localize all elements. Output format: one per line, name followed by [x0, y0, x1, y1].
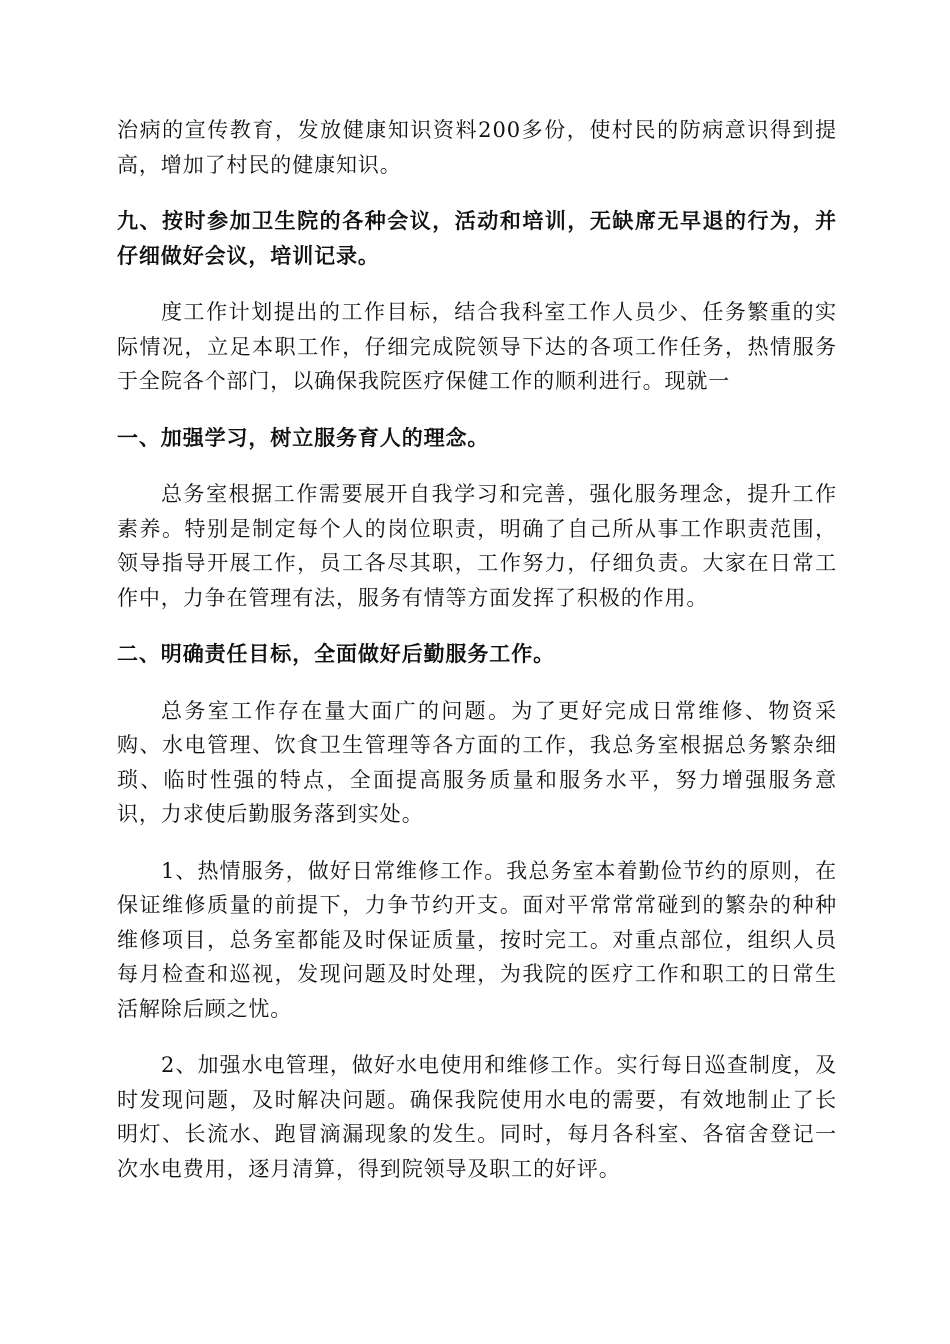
section-heading-2: 二、明确责任目标，全面做好后勤服务工作。	[117, 641, 555, 666]
body-paragraph-2: 度工作计划提出的工作目标，结合我科室工作人员少、任务繁重的实际情况，立足本职工作，仔细完成院领导下达的各项工作任务，热情服务于全院各个部门，以确保我院医疗保健工作的顺利进行。现就一	[117, 300, 837, 393]
section-heading-9: 九、按时参加卫生院的各种会议，活动和培训，无缺席无早退的行为，并仔细做好会议，培训记录。	[117, 208, 837, 268]
body-paragraph-5: 1、热情服务，做好日常维修工作。我总务室本着勤俭节约的原则，在保证维修质量的前提下，力争节约开支。面对平常常常碰到的繁杂的种种维修项目，总务室都能及时保证质量，按时完工。对重点部位，组织人员每月检查和巡视，发现问题及时处理，为我院的医疗工作和职工的日常生活解除后顾之忧。	[117, 858, 837, 1021]
paragraph-gap	[117, 455, 837, 477]
paragraph-gap	[117, 399, 837, 421]
paragraph-gap	[117, 615, 837, 637]
body-paragraph-1: 治病的宣传教育，发放健康知识资料200多份，使村民的防病意识得到提高，增加了村民的健康知识。	[117, 118, 837, 177]
paragraph-gap	[117, 1026, 837, 1048]
document-page	[117, 113, 837, 1186]
body-paragraph-3: 总务室根据工作需要展开自我学习和完善，强化服务理念，提升工作素养。特别是制定每个人的岗位职责，明确了自己所从事工作职责范围，领导指导开展工作，员工各尽其职，工作努力，仔细负责。大家在日常工作中，力争在管理有法，服务有情等方面发挥了积极的作用。	[117, 482, 837, 610]
paragraph-gap	[117, 273, 837, 295]
paragraph-gap	[117, 182, 837, 204]
paragraph-gap	[117, 832, 837, 854]
section-heading-1: 一、加强学习，树立服务育人的理念。	[117, 424, 490, 450]
body-paragraph-4: 总务室工作存在量大面广的问题。为了更好完成日常维修、物资采购、水电管理、饮食卫生管理等各方面的工作，我总务室根据总务繁杂细琐、临时性强的特点，全面提高服务质量和服务水平，努力增强服务意识，力求使后勤服务落到实处。	[117, 698, 837, 826]
paragraph-gap	[117, 672, 837, 694]
body-paragraph-6: 2、加强水电管理，做好水电使用和维修工作。实行每日巡查制度，及时发现问题，及时解决问题。确保我院使用水电的需要，有效地制止了长明灯、长流水、跑冒滴漏现象的发生。同时，每月各科室、各宿舍登记一次水电费用，逐月清算，得到院领导及职工的好评。	[117, 1053, 837, 1181]
